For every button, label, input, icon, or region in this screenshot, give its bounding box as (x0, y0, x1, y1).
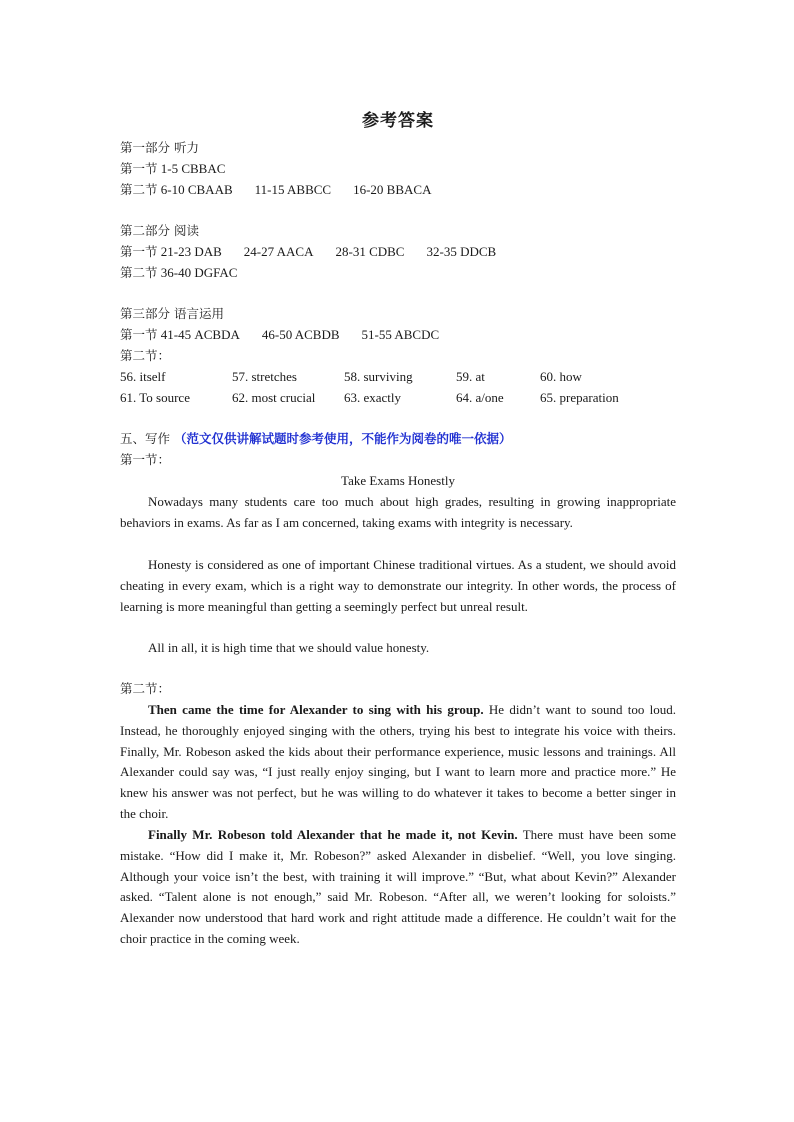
section-label: 第一节 (120, 327, 158, 342)
essay-title: Take Exams Honestly (341, 473, 455, 488)
answer-group: 36-40 DGFAC (160, 265, 238, 280)
answer-group: 16-20 BBACA (353, 182, 432, 197)
essay-paragraph: Nowadays many students care too much about high grades, resulting in growing inappropriate behaviors in exams. As far as I am concerned, taking exams with integrity is necessary. (120, 494, 676, 530)
part3-section1 (120, 326, 439, 344)
section-label: 第二节 (120, 265, 158, 280)
answer-group: 11-15 ABBCC (254, 182, 332, 197)
writing-heading: 五、写作 (120, 431, 171, 446)
fill-answer: 64. a/one (456, 390, 504, 405)
answer-group: 32-35 DDCB (426, 244, 497, 259)
fill-answer: 57. stretches (232, 369, 297, 384)
fill-answer: 59. at (456, 369, 485, 384)
fill-answer: 60. how (540, 369, 582, 384)
part1-section1 (120, 160, 225, 178)
answer-group: 21-23 DAB (160, 244, 222, 259)
fill-answer: 56. itself (120, 369, 166, 384)
story-body: He didn’t want to sound too loud. Instead, he thoroughly enjoyed singing with the others, trying his best to integrate his voice with theirs. Finally, Mr. Robeson asked the kids about their performance experience, music lessons and trainings. All Alexander could say was, “I just really enjoy singing, but I want to learn more and practice more.” He knew his answer was not perfect, but he was willing to do whatever it takes to become a better singer in the choir. (120, 702, 676, 821)
writing-note: （范文仅供讲解试题时参考使用，不能作为阅卷的唯一依据） (174, 431, 512, 446)
part1-heading: 第一部分 听力 (120, 140, 199, 155)
section-label: 第一节 (120, 161, 158, 176)
page-title: 参考答案 (362, 111, 434, 131)
story-paragraph (120, 825, 676, 950)
story-lead-sentence: Finally Mr. Robeson told Alexander that he made it, not Kevin. (148, 827, 518, 842)
part2-section1 (120, 243, 496, 261)
answer-group: 41-45 ACBDA (160, 327, 240, 342)
answer-group: 1-5 CBBAC (160, 161, 226, 176)
part5-section2-label: 第二节： (120, 681, 171, 696)
essay-paragraph: All in all, it is high time that we should value honesty. (148, 640, 430, 655)
answer-group: 51-55 ABCDC (361, 327, 440, 342)
part3-section2-label: 第二节： (120, 348, 171, 363)
answer-group: 28-31 CDBC (335, 244, 405, 259)
part5-section1-label: 第一节： (120, 452, 171, 467)
part2-section2 (120, 264, 237, 282)
section-label: 第二节 (120, 182, 158, 197)
part1-section2 (120, 181, 431, 199)
essay-paragraph: Honesty is considered as one of important Chinese traditional virtues. As a student, we should avoid cheating in every exam, which is a right way to demonstrate our integrity. In other words, the process of learning is more meaningful than getting a seemingly perfect but unreal result. (120, 557, 676, 614)
story-paragraph (120, 700, 676, 825)
fill-answer: 63. exactly (344, 390, 402, 405)
fill-answer: 62. most crucial (232, 390, 316, 405)
story-body: There must have been some mistake. “How did I make it, Mr. Robeson?” asked Alexander in disbelief. “Well, you love singing. Although your voice isn’t the best, with training it will improve.” “But, what about Kevin?” Alexander asked. “Talent alone is not enough,” said Mr. Robeson. “After all, we weren’t looking for soloists.” Alexander now understood that hard work and right attitude made a difference. He couldn’t wait for the choir practice in the coming week. (120, 827, 676, 946)
answer-group: 24-27 AACA (243, 244, 314, 259)
story-lead-sentence: Then came the time for Alexander to sing with his group. (148, 702, 484, 717)
fill-answer: 65. preparation (540, 390, 619, 405)
answer-group: 6-10 CBAAB (160, 182, 233, 197)
answer-group: 46-50 ACBDB (261, 327, 340, 342)
fill-in-row (120, 389, 676, 407)
fill-answer: 58. surviving (344, 369, 413, 384)
fill-in-row (120, 368, 676, 386)
section-label: 第一节 (120, 244, 158, 259)
part5-heading (120, 430, 512, 448)
fill-answer: 61. To source (120, 390, 190, 405)
part3-heading: 第三部分 语言运用 (120, 306, 224, 321)
part2-heading: 第二部分 阅读 (120, 223, 199, 238)
